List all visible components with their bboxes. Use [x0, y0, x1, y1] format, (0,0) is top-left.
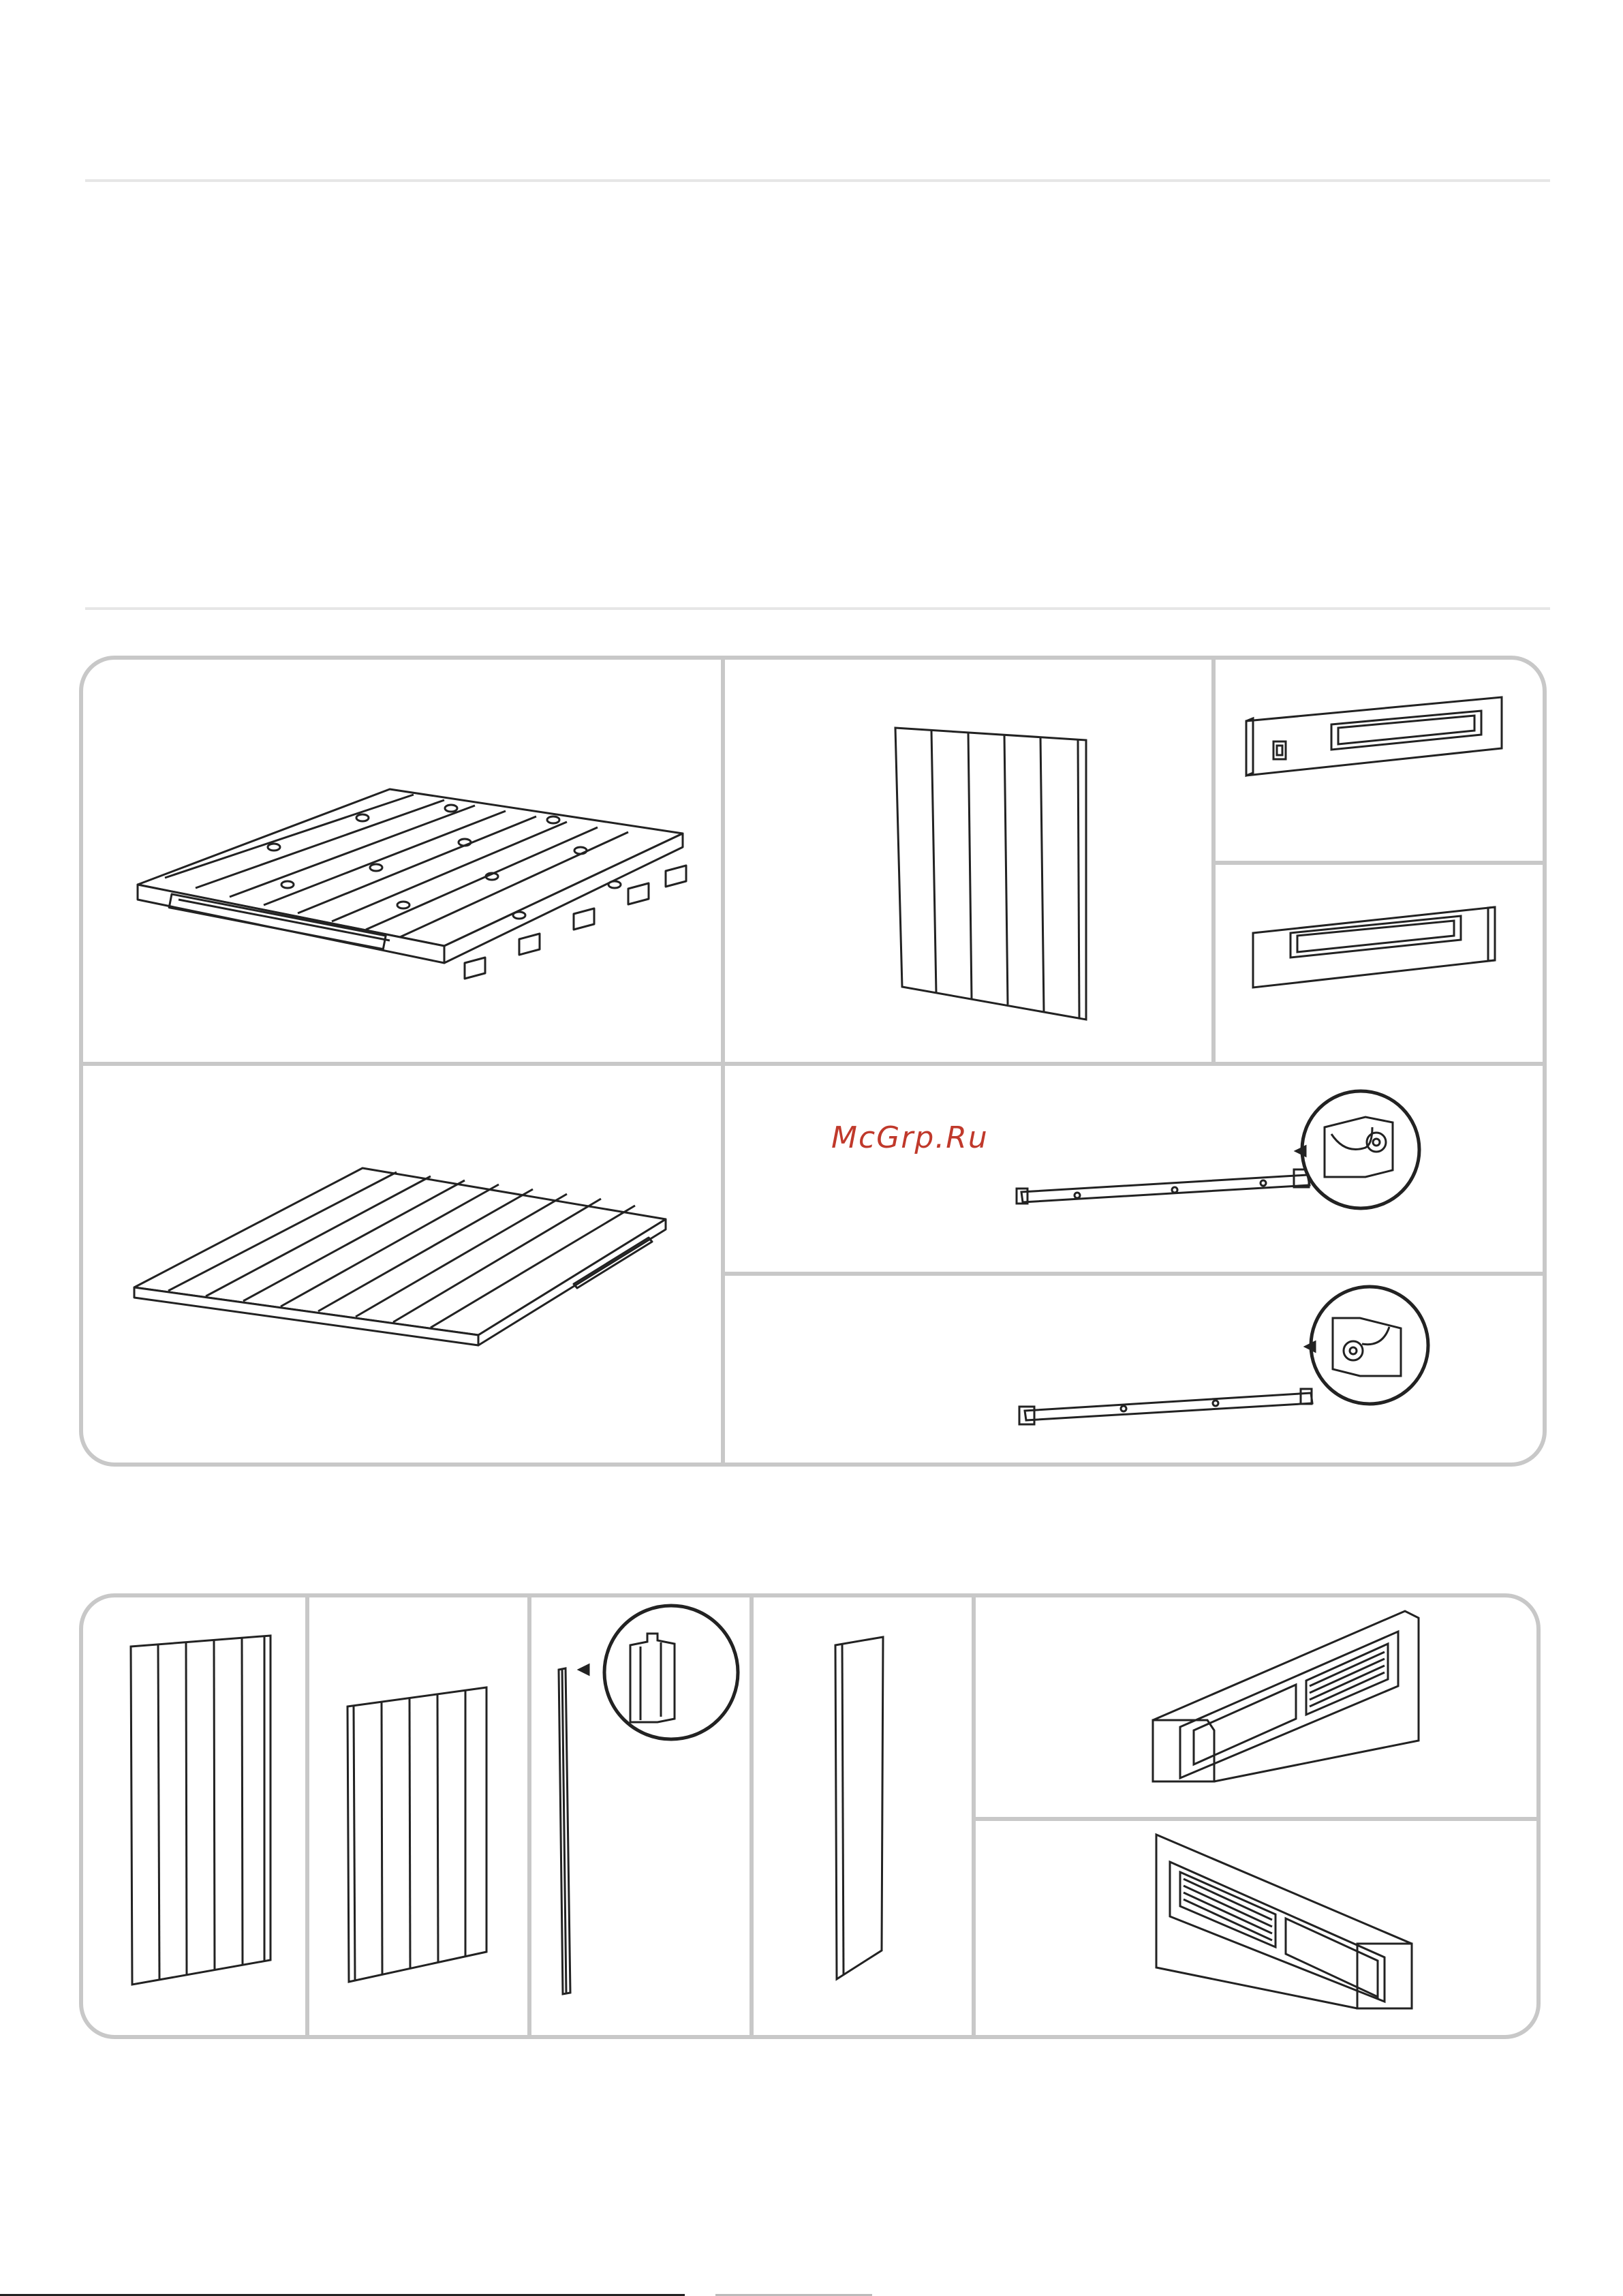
window-frame-plain — [1216, 865, 1547, 1062]
window-frame-with-latch — [1216, 660, 1547, 861]
tall-wall-panel — [83, 1597, 305, 2039]
roof-beam-icon — [725, 1066, 1547, 1272]
gable-vent-icon — [976, 1597, 1541, 1817]
top-rule — [85, 179, 1550, 182]
gable-vent-left — [976, 1597, 1541, 1817]
wall-panel-icon — [725, 660, 1211, 1062]
wall-panel-icon — [309, 1597, 527, 2039]
roof-panel-icon — [83, 1066, 721, 1467]
window-frame-icon — [1216, 865, 1547, 1062]
roof-beam-icon — [725, 1276, 1547, 1467]
corner-connector — [531, 1597, 749, 2039]
gable-vent-icon — [976, 1821, 1541, 2039]
narrow-panel-icon — [754, 1597, 972, 2039]
gable-vent-right — [976, 1821, 1541, 2039]
parts-panel-top — [79, 656, 1547, 1467]
watermark: McGrp.Ru — [831, 1120, 989, 1155]
roof-beam-right — [725, 1276, 1547, 1467]
section-rule — [85, 607, 1550, 610]
floor-panel-with-skids — [83, 660, 721, 1062]
window-frame-latch-icon — [1216, 660, 1547, 861]
wall-panel-icon — [83, 1597, 305, 2039]
roof-panel — [83, 1066, 721, 1467]
roof-beam-left — [725, 1066, 1547, 1272]
connector-profile-icon — [531, 1597, 749, 2039]
short-wall-panel — [309, 1597, 527, 2039]
wall-panel-4-rib — [725, 660, 1211, 1062]
floor-panel-icon — [83, 660, 721, 1062]
parts-panel-bottom — [79, 1593, 1541, 2039]
narrow-wall-panel — [754, 1597, 972, 2039]
